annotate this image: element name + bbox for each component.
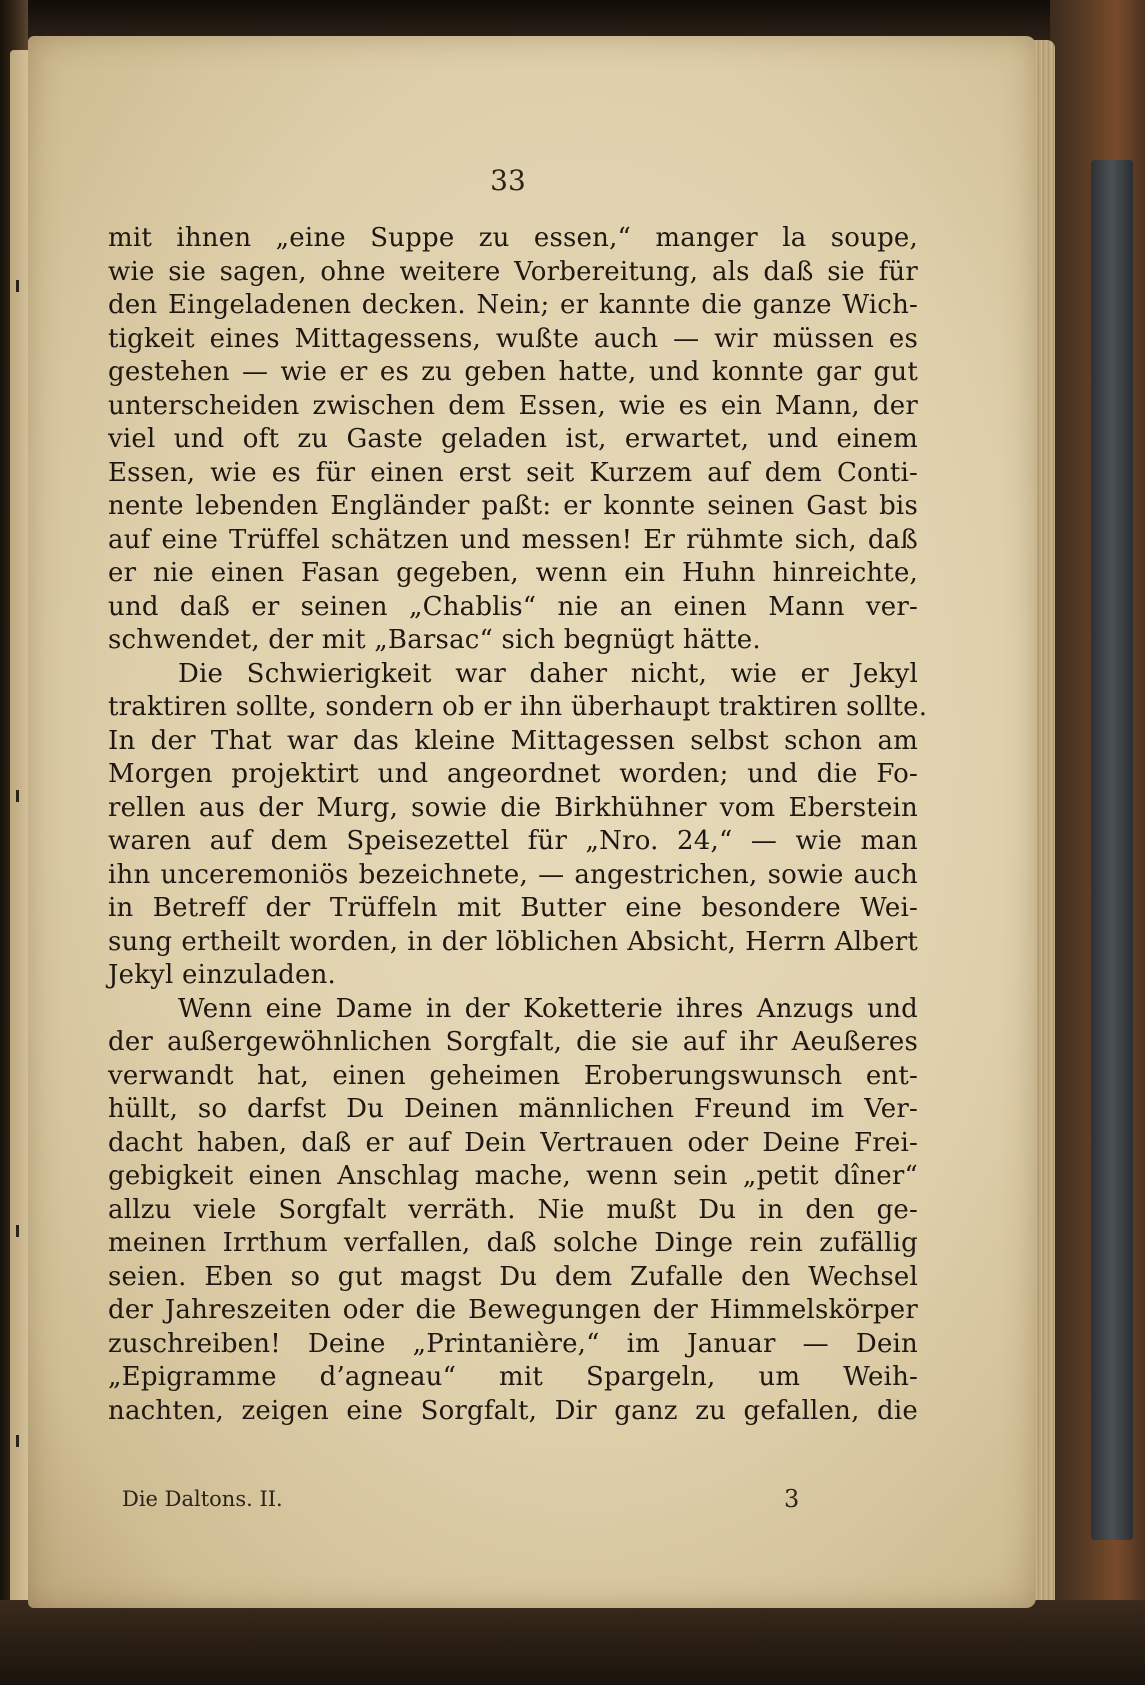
margin-speck — [16, 790, 19, 802]
text-line: gebigkeit einen Anschlag mache, wenn sein „petit dîner“ — [108, 1161, 918, 1191]
text-line: ihn unceremoniös bezeichnete, — angestrichen, sowie auch — [108, 859, 918, 890]
signature-mark: Die Daltons. II. — [122, 1487, 283, 1511]
margin-speck — [16, 280, 19, 292]
text-line: seien. Eben so gut magst Du dem Zufalle den Wechsel — [108, 1261, 918, 1292]
text-line: nachten, zeigen eine Sorgfalt, Dir ganz zu gefallen, die — [108, 1395, 918, 1426]
text-line: sung ertheilt worden, in der löblichen Absicht, Herrn Albert — [108, 926, 918, 957]
text-line: wie sie sagen, ohne weitere Vorbereitung, als daß sie für — [108, 256, 918, 287]
text-line: mit ihnen „eine Suppe zu essen,“ manger la soupe, — [108, 223, 918, 253]
text-line: den Eingeladenen decken. Nein; er kannte die ganze Wich- — [108, 290, 918, 320]
text-line: nente lebenden Engländer paßt: er konnte seinen Gast bis — [108, 491, 918, 521]
text-line: zuschreiben! Deine „Printanière,“ im Januar — Dein — [108, 1328, 918, 1359]
text-line: der Jahreszeiten oder die Bewegungen der Himmelskörper — [108, 1295, 918, 1325]
page-footer — [108, 1487, 918, 1521]
text-line: hüllt, so darfst Du Deinen männlichen Freund im Ver- — [108, 1094, 918, 1124]
text-line: traktiren sollte, sondern ob er ihn überhaupt traktiren sollte. — [108, 692, 928, 722]
sheet-number: 3 — [784, 1485, 800, 1513]
book-cover-right — [1050, 0, 1145, 1685]
text-line: unterscheiden zwischen dem Essen, wie es ein Mann, der — [108, 390, 918, 421]
cover-spine-stripe — [1091, 160, 1133, 1540]
text-line: rellen aus der Murg, sowie die Birkhühner vom Eberstein — [108, 792, 918, 823]
text-line: tigkeit eines Mittagessens, wußte auch — wir müssen es — [108, 323, 918, 354]
margin-speck — [16, 1225, 19, 1237]
text-line: waren auf dem Speisezettel für „Nro. 24,“ — wie man — [108, 826, 918, 856]
margin-speck — [16, 1435, 19, 1447]
page-number: 33 — [490, 164, 526, 197]
text-line: er nie einen Fasan gegeben, wenn ein Huhn hinreichte, — [108, 558, 918, 588]
book-cover-bottom — [0, 1600, 1145, 1685]
text-line: „Epigramme d’agneau“ mit Spargeln, um Weih- — [108, 1362, 918, 1392]
text-line: und daß er seinen „Chablis“ nie an einen Mann ver- — [108, 591, 918, 622]
text-line: der außergewöhnlichen Sorgfalt, die sie auf ihr Aeußeres — [108, 1027, 918, 1057]
text-line: Die Schwierigkeit war daher nicht, wie er Jekyl — [178, 658, 918, 689]
book-cover-top — [0, 0, 1145, 40]
text-line: allzu viele Sorgfalt verräth. Nie mußt Du in den ge- — [108, 1194, 918, 1225]
text-line: meinen Irrthum verfallen, daß solche Dinge rein zufällig — [108, 1228, 918, 1258]
text-line: auf eine Trüffel schätzen und messen! Er rühmte sich, daß — [108, 524, 918, 555]
text-line: in Betreff der Trüffeln mit Butter eine besondere Wei- — [108, 893, 918, 923]
text-line: In der That war das kleine Mittagessen selbst schon am — [108, 725, 918, 756]
body-text — [108, 222, 928, 1428]
text-line: schwendet, der mit „Barsac“ sich begnügt hätte. — [108, 625, 761, 655]
text-line: viel und oft zu Gaste geladen ist, erwartet, und einem — [108, 424, 918, 454]
text-line: verwandt hat, einen geheimen Eroberungswunsch ent- — [108, 1060, 918, 1091]
text-line: Morgen projektirt und angeordnet worden; und die Fo- — [108, 759, 918, 789]
text-line: Wenn eine Dame in der Koketterie ihres Anzugs und — [178, 993, 918, 1024]
text-line: dacht haben, daß er auf Dein Vertrauen oder Deine Frei- — [108, 1127, 918, 1158]
text-line: Essen, wie es für einen erst seit Kurzem auf dem Conti- — [108, 457, 918, 488]
book-page — [28, 36, 1036, 1608]
text-line: Jekyl einzuladen. — [108, 960, 336, 990]
text-line: gestehen — wie er es zu geben hatte, und konnte gar gut — [108, 357, 918, 387]
